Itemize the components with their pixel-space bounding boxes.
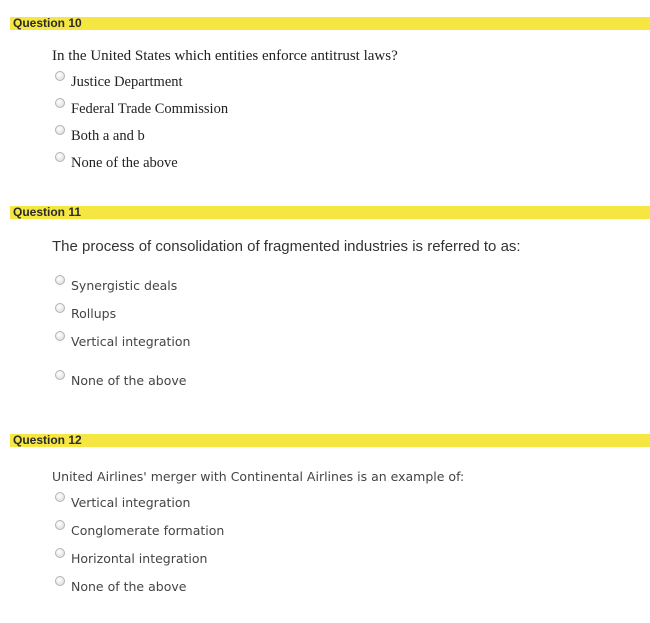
- radio-button[interactable]: [55, 125, 65, 135]
- option-label: None of the above: [71, 579, 187, 594]
- radio-button[interactable]: [55, 152, 65, 162]
- option-label: Horizontal integration: [71, 551, 208, 566]
- radio-button[interactable]: [55, 520, 65, 530]
- option-label: Conglomerate formation: [71, 523, 225, 538]
- option-label: Vertical integration: [71, 495, 191, 510]
- option-label: Both a and b: [71, 128, 145, 144]
- option-label: Vertical integration: [71, 334, 191, 349]
- radio-button[interactable]: [55, 275, 65, 285]
- option-label: None of the above: [71, 373, 187, 388]
- question-12-prompt: United Airlines' merger with Continental Airlines is an example of:: [52, 469, 465, 484]
- radio-button[interactable]: [55, 71, 65, 81]
- question-11-header: Question 11: [10, 206, 650, 219]
- question-10-header: Question 10: [10, 17, 650, 30]
- option-label: Rollups: [71, 306, 117, 321]
- radio-button[interactable]: [55, 370, 65, 380]
- radio-button[interactable]: [55, 548, 65, 558]
- radio-button[interactable]: [55, 576, 65, 586]
- option-label: Synergistic deals: [71, 278, 178, 293]
- option-label: Federal Trade Commission: [71, 101, 229, 117]
- option-label: Justice Department: [71, 74, 183, 90]
- question-11-prompt: The process of consolidation of fragmented industries is referred to as:: [52, 238, 521, 255]
- question-12-header: Question 12: [10, 434, 650, 447]
- option-label: None of the above: [71, 155, 178, 171]
- question-10-prompt: In the United States which entities enforce antitrust laws?: [52, 48, 398, 64]
- radio-button[interactable]: [55, 492, 65, 502]
- radio-button[interactable]: [55, 303, 65, 313]
- radio-button[interactable]: [55, 331, 65, 341]
- radio-button[interactable]: [55, 98, 65, 108]
